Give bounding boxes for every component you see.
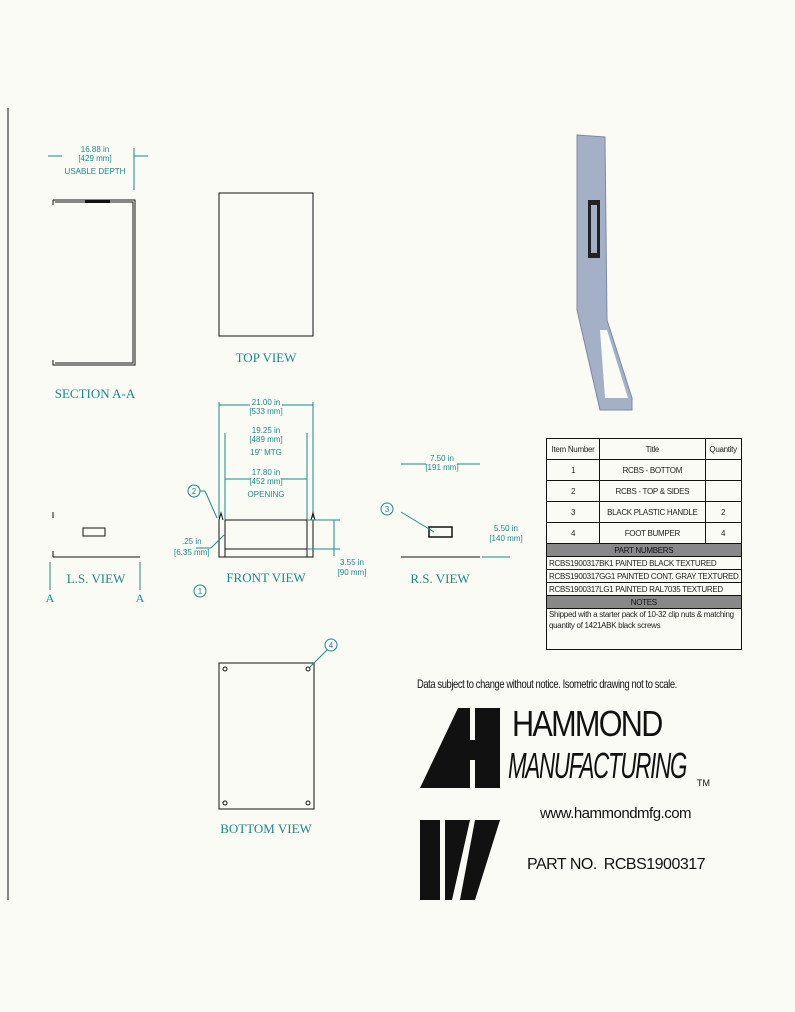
company-name-2-row — [508, 745, 720, 788]
label: [191 mm] — [425, 463, 459, 472]
callout-2: 2 — [191, 487, 197, 496]
usable-depth-mm: [429 mm] — [78, 154, 112, 163]
callout-3: 3 — [384, 505, 390, 514]
label: 17.80 in — [251, 468, 281, 477]
bom-row — [547, 481, 742, 502]
label: .25 in — [182, 537, 202, 546]
part-number-row: RCBS1900317LG1 PAINTED RAL7035 TEXTURED — [547, 583, 742, 596]
label: 19" MTG — [250, 448, 282, 457]
bom-header: Title — [600, 439, 706, 460]
usable-depth-label: USABLE DEPTH — [64, 167, 126, 176]
ls-view — [46, 512, 145, 605]
usable-depth-in: 16.88 in — [80, 145, 110, 154]
label: [90 mm] — [337, 568, 367, 577]
label: 3 — [547, 502, 600, 523]
label — [705, 481, 741, 502]
label: [533 mm] — [249, 407, 283, 416]
company-name-2: MANUFACTURING — [508, 745, 687, 786]
company-name: HAMMOND — [512, 703, 662, 744]
rs-view-label: R.S. VIEW — [410, 571, 470, 586]
section-a-a-view — [48, 145, 148, 401]
hammond-logo — [420, 708, 500, 900]
label: [140 mm] — [489, 534, 523, 543]
label: OPENING — [247, 490, 285, 499]
label: BLACK PLASTIC HANDLE — [600, 502, 706, 523]
bom-row — [547, 502, 742, 523]
part-no-label: PART NO. — [527, 856, 597, 873]
callout-4: 4 — [328, 641, 334, 650]
bom-header: Quantity — [705, 439, 741, 460]
trademark: TM — [697, 778, 710, 788]
label: 7.50 in — [429, 454, 455, 463]
section-label: SECTION A-A — [54, 386, 136, 401]
bom-header: Item Number — [547, 439, 600, 460]
label: [6.35 mm] — [174, 548, 210, 557]
label — [705, 460, 741, 481]
part-number-row: RCBS1900317BK1 PAINTED BLACK TEXTURED — [547, 557, 742, 570]
label: 4 — [705, 523, 741, 544]
label: 3.55 in — [339, 558, 365, 567]
label: [452 mm] — [249, 477, 283, 486]
label: A — [135, 591, 145, 605]
company-url[interactable]: www.hammondmfg.com — [540, 805, 692, 822]
part-numbers-header: PART NUMBERS — [547, 544, 742, 557]
isometric-render — [577, 135, 632, 410]
label: 19.25 in — [251, 426, 281, 435]
bom-row — [547, 460, 742, 481]
rs-view — [381, 454, 523, 586]
label: [489 mm] — [249, 435, 283, 444]
label: FOOT BUMPER — [600, 523, 706, 544]
bottom-view — [219, 639, 337, 836]
label: 5.50 in — [493, 524, 519, 533]
bom-row — [547, 523, 742, 544]
part-no-row — [527, 856, 705, 874]
bom-table — [546, 438, 742, 650]
disclaimer: Data subject to change without notice. Isometric drawing not to scale. — [417, 677, 677, 691]
bottom-view-label: BOTTOM VIEW — [220, 821, 312, 836]
part-no: RCBS1900317 — [603, 856, 706, 873]
top-view — [219, 193, 313, 365]
callout-1: 1 — [197, 587, 203, 596]
part-number-row: RCBS1900317GG1 PAINTED CONT. GRAY TEXTURED — [547, 570, 742, 583]
top-view-label: TOP VIEW — [235, 350, 297, 365]
label: 1 — [547, 460, 600, 481]
label: 21.00 in — [251, 398, 281, 407]
ls-view-label: L.S. VIEW — [66, 571, 126, 586]
label: RCBS - BOTTOM — [600, 460, 706, 481]
label: 2 — [705, 502, 741, 523]
front-view-label: FRONT VIEW — [226, 570, 306, 585]
label: A — [45, 591, 55, 605]
label: 4 — [547, 523, 600, 544]
notes-text: Shipped with a starter pack of 10-32 clip nuts & matching quantity of 1421ABK black screws — [547, 609, 742, 650]
notes-header: NOTES — [547, 596, 742, 609]
label: 2 — [547, 481, 600, 502]
label: RCBS - TOP & SIDES — [600, 481, 706, 502]
front-view — [174, 398, 366, 597]
